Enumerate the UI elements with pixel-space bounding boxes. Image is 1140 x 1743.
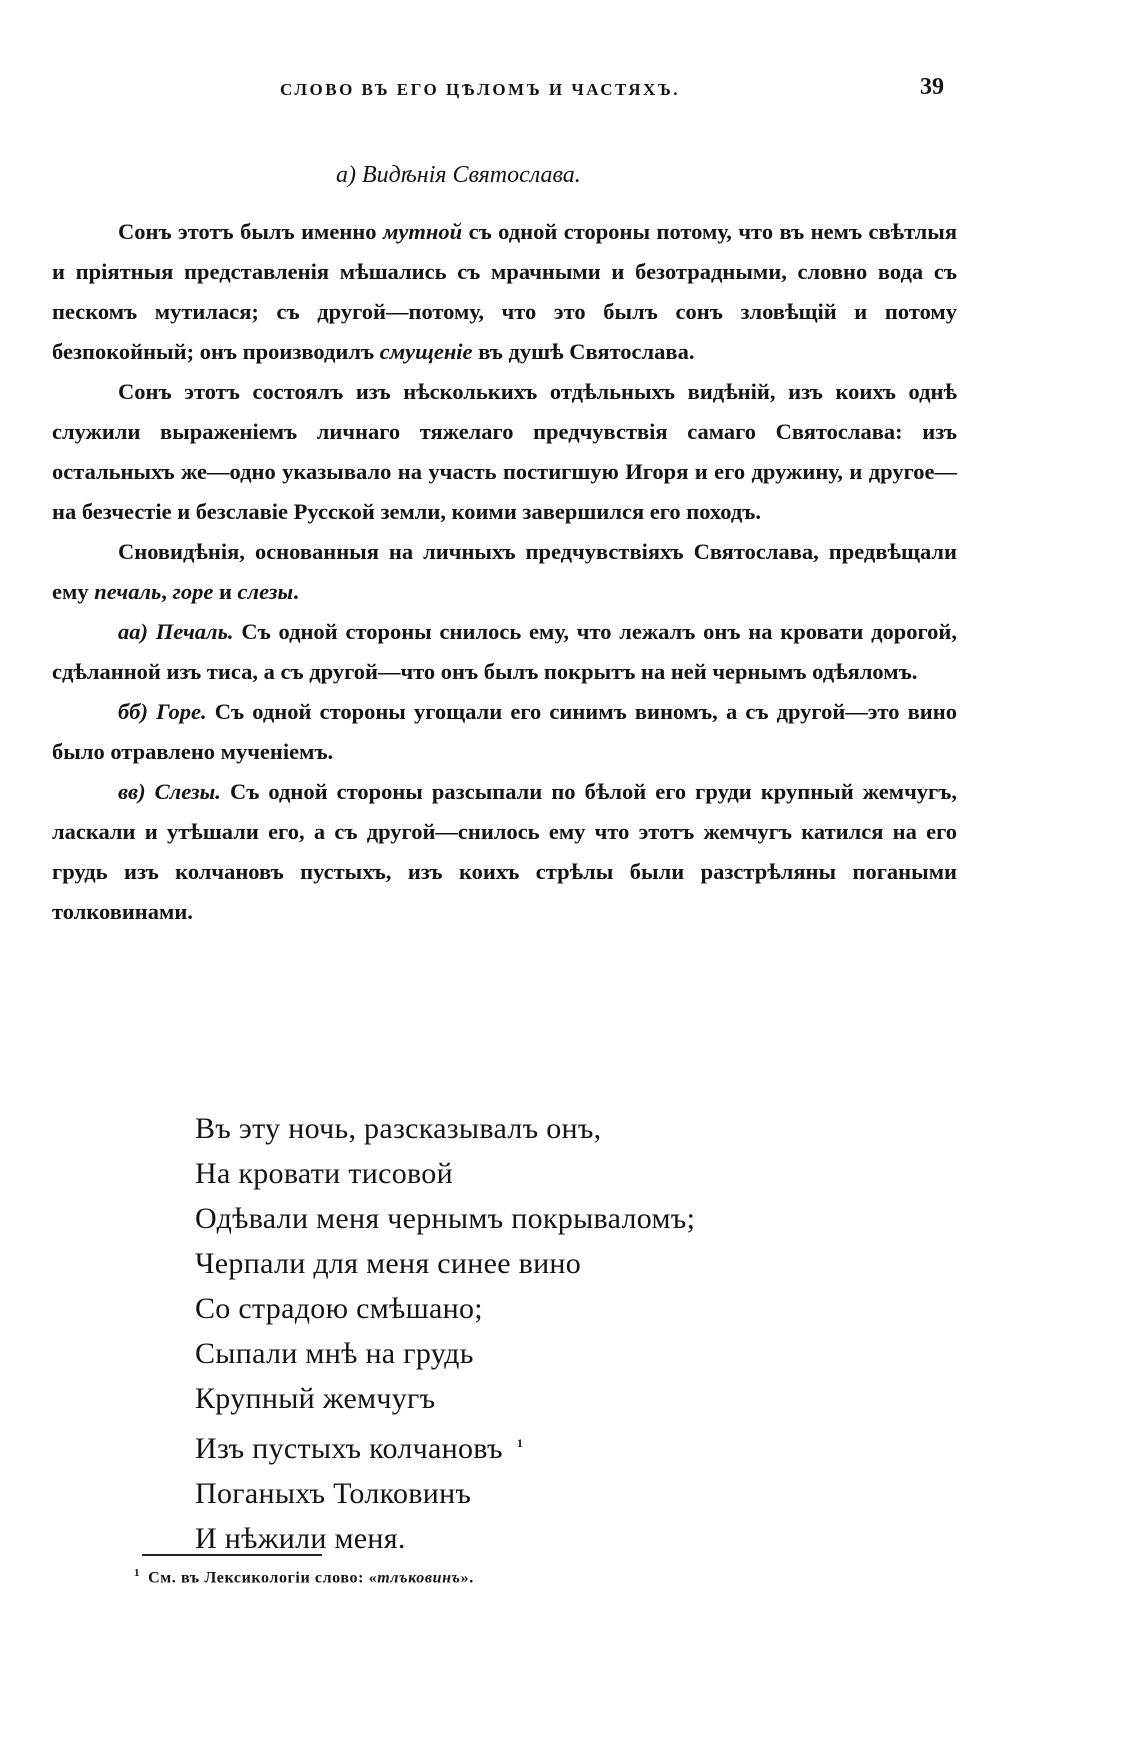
paragraph-3-text-b: ,	[161, 579, 173, 604]
paragraph-2: Сонъ этотъ состоялъ изъ нѣсколькихъ отдѣльныхъ видѣній, изъ коихъ однѣ служили выраженіемъ личнаго тяжелаго предчувствія самаго Святослава: изъ остальныхъ же—одно указывало на участь постигшую Игоря и его дружину, и другое—на безчестіе и безславіе Русской земли, коими завершился его походъ.	[52, 379, 957, 524]
paragraph-3-text-d: .	[293, 579, 299, 604]
section-marker: а)	[336, 162, 356, 188]
verse-line: Крупный жемчугъ	[195, 1382, 436, 1415]
emphasis-smushchenie: смущеніе	[379, 339, 473, 364]
emphasis-gore: горе	[172, 579, 214, 604]
paragraph-3	[52, 532, 957, 612]
paragraph-1-text-a: Сонъ этотъ былъ именно	[118, 219, 383, 244]
subsection-label-slezy: вв) Слезы.	[118, 779, 221, 804]
paragraph-1-text-c: въ душѣ Святослава.	[472, 339, 695, 364]
verse-line: Одѣвали меня чернымъ покрываломъ;	[195, 1202, 696, 1235]
running-title: СЛОВО ВЪ ЕГО ЦѢЛОМЪ И ЧАСТЯХЪ.	[280, 80, 681, 99]
subsection-label-gore: бб) Горе.	[118, 699, 207, 724]
paragraph-3-text-c: и	[213, 579, 238, 604]
verse-line: Сыпали мнѣ на грудь	[195, 1337, 474, 1370]
section-heading	[336, 162, 581, 189]
verse-line: Въ эту ночь, разсказывалъ онъ,	[195, 1112, 602, 1145]
verse-line: Поганыхъ Толковинъ	[195, 1477, 472, 1510]
paragraph-6-text: Съ одной стороны разсыпали по бѣлой его груди крупный жемчугъ, ласкали и утѣшали его, а съ другой—снилось ему что этотъ жемчугъ катился на его грудь изъ колчановъ пустыхъ, изъ коихъ стрѣлы были разстрѣляны погаными толковинами.	[52, 779, 957, 924]
footnote-mark: 1	[134, 1567, 141, 1579]
verse-line-with-note	[195, 1421, 695, 1471]
footnote-divider	[142, 1554, 322, 1556]
section-title: Видѣнія Святослава.	[362, 162, 581, 188]
paragraph-4	[52, 612, 957, 692]
footnote-term: тлъковинъ	[377, 1569, 461, 1587]
verse-line: Со страдою смѣшано;	[195, 1292, 483, 1325]
paragraph-5-text: Съ одной стороны угощали его синимъ виномъ, а съ другой—это вино было отравлено мученіемъ.	[52, 699, 957, 764]
paragraph-4-text: Съ одной стороны снилось ему, что лежалъ онъ на кровати дорогой, сдѣланной изъ тиса, а съ другой—что онъ былъ покрытъ на ней чернымъ одѣяломъ.	[52, 619, 958, 684]
footnote-text: См. въ Лексикологіи слово: «	[148, 1569, 378, 1587]
paragraph-1	[52, 212, 957, 372]
paragraph-5	[52, 692, 957, 772]
body-text	[52, 212, 957, 932]
paragraph-3-text-a: Сновидѣнія, основанныя на личныхъ предчувствіяхъ Святослава, предвѣщали ему	[52, 539, 957, 604]
verse-line: И нѣжили меня.	[195, 1522, 406, 1555]
paragraph-6	[52, 772, 957, 932]
verse-line: Черпали для меня синее вино	[195, 1247, 582, 1280]
emphasis-slezy: слезы	[237, 579, 294, 604]
verse-line: На кровати тисовой	[195, 1157, 453, 1190]
verse-quotation	[195, 1106, 695, 1561]
page-number: 39	[920, 74, 944, 100]
footnote-close: ».	[460, 1569, 474, 1587]
paragraph-1-text-b: съ одной стороны потому, что въ немъ свѣтлыя и пріятныя представленія мѣшались съ мрачными и безотрадными, словно вода съ пескомъ мутилася; съ другой—потому, что это былъ сонъ зловѣщій и потому безпокойный; онъ производилъ	[52, 219, 957, 364]
verse-line-text: Изъ пустыхъ колчановъ	[195, 1432, 503, 1465]
emphasis-mutnoy: мутной	[382, 219, 463, 244]
footnote-reference-mark: 1	[516, 1436, 524, 1450]
footnote	[134, 1567, 474, 1587]
emphasis-pechal: печаль	[94, 579, 162, 604]
subsection-label-pechal: аа) Печаль.	[118, 619, 234, 644]
